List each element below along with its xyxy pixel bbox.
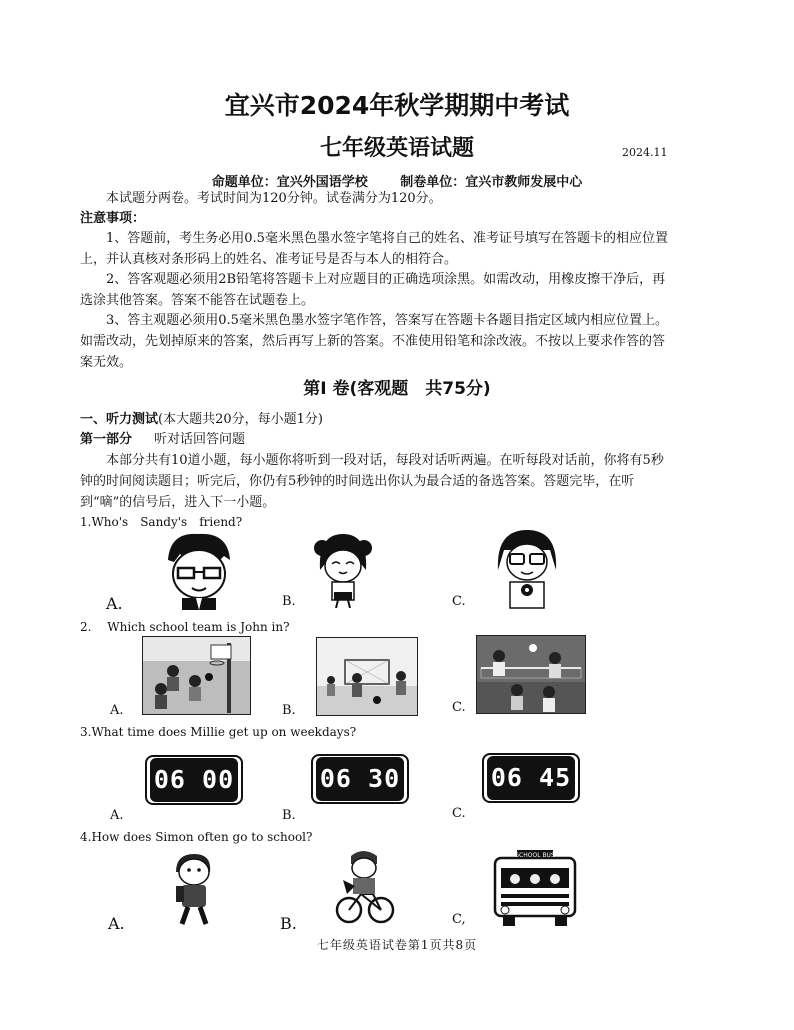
school-bus-image <box>489 848 581 928</box>
part1-sub <box>80 429 675 450</box>
q3-option-b: B. <box>282 808 296 823</box>
boy-on-bike-image <box>333 848 395 928</box>
bus-sign-text: SCHOOL BUS <box>515 852 555 859</box>
section-title: 第I 卷(客观题 共75分) <box>303 379 491 399</box>
maker-unit: 制卷单位：宜兴市教师发展中心 <box>400 175 583 190</box>
part1-sub-label: 第一部分 <box>80 432 133 447</box>
question-2: 2. Which school team is John in? <box>80 620 290 634</box>
exam-date: 2024.11 <box>622 146 668 159</box>
q3-option-c: C. <box>452 806 466 821</box>
part1-heading <box>80 409 675 430</box>
note-item-3: 3、答主观题必须用0.5毫米黑色墨水签字笔作答，答案写在答题卡各题目指定区域内相应位置上。如需改动，先划掉原来的答案，然后再写上新的答案。不准使用铅笔和涂改液。不按以上要求作答的答案无效。 <box>80 313 668 370</box>
q4-option-a: A. <box>108 914 125 933</box>
girl-image <box>312 530 374 608</box>
q4-option-b: B. <box>280 914 297 933</box>
part1-heading-note: (本大题共20分，每小题1分) <box>158 412 323 427</box>
note-item-1: 1、答题前，考生务必用0.5毫米黑色墨水签字笔将自己的姓名、准考证号填写在答题卡的相应位置上，并认真核对条形码上的姓名、准考证号是否与本人的相符合。 <box>80 231 668 267</box>
question-3: 3.What time does Millie get up on weekdays? <box>80 725 357 739</box>
part1-sub-title: 听对话回答问题 <box>154 432 246 447</box>
part1-instructions: 本部分共有10道小题，每小题你将听到一段对话，每段对话听两遍。在听每段对话前，你将有5秒钟的时间阅读题目；听完后，你仍有5秒钟的时间选出你认为最合适的备选答案。答题完毕，在听到“嘀”的信号后，进入下一小题。 <box>80 453 664 510</box>
football-team-image <box>316 637 418 716</box>
q2-option-a: A. <box>110 703 124 718</box>
question-1: 1.Who's Sandy's friend? <box>80 515 243 529</box>
q1-option-c: C. <box>452 594 466 609</box>
clock-0645: 06 45 <box>487 756 575 800</box>
notes-heading: 注意事项： <box>80 211 146 226</box>
clock-0630: 06 30 <box>316 757 404 801</box>
author-unit: 命题单位：宜兴外国语学校 <box>211 175 368 190</box>
walking-boy-image <box>170 852 216 928</box>
clock-0600: 06 00 <box>150 758 238 802</box>
basketball-team-image <box>142 636 251 715</box>
girl-with-glasses-image <box>492 528 562 610</box>
page-footer: 七年级英语试卷第1页共8页 <box>316 938 478 952</box>
part1-heading-label: 一、听力测试 <box>80 412 159 427</box>
q1-option-a: A. <box>106 594 123 613</box>
q2-option-b: B. <box>282 703 296 718</box>
exam-title: 宜兴市2024年秋学期期中考试 <box>224 91 570 120</box>
volleyball-team-image <box>476 635 586 714</box>
q2-option-c: C. <box>452 700 466 715</box>
q3-option-a: A. <box>110 808 124 823</box>
exam-subtitle: 七年级英语试题 <box>319 136 474 161</box>
boy-with-glasses-image <box>158 530 238 610</box>
note-item-2: 2、答客观题必须用2B铅笔将答题卡上对应题目的正确选项涂黑。如需改动，用橡皮擦干净后，再选涂其他答案。答案不能答在试题卷上。 <box>80 272 666 308</box>
intro-text: 本试题分两卷。考试时间为120分钟。试卷满分为120分。 <box>106 191 442 206</box>
question-4: 4.How does Simon often go to school? <box>80 830 313 844</box>
q4-option-c: C, <box>452 912 466 927</box>
q1-option-b: B. <box>282 594 296 609</box>
